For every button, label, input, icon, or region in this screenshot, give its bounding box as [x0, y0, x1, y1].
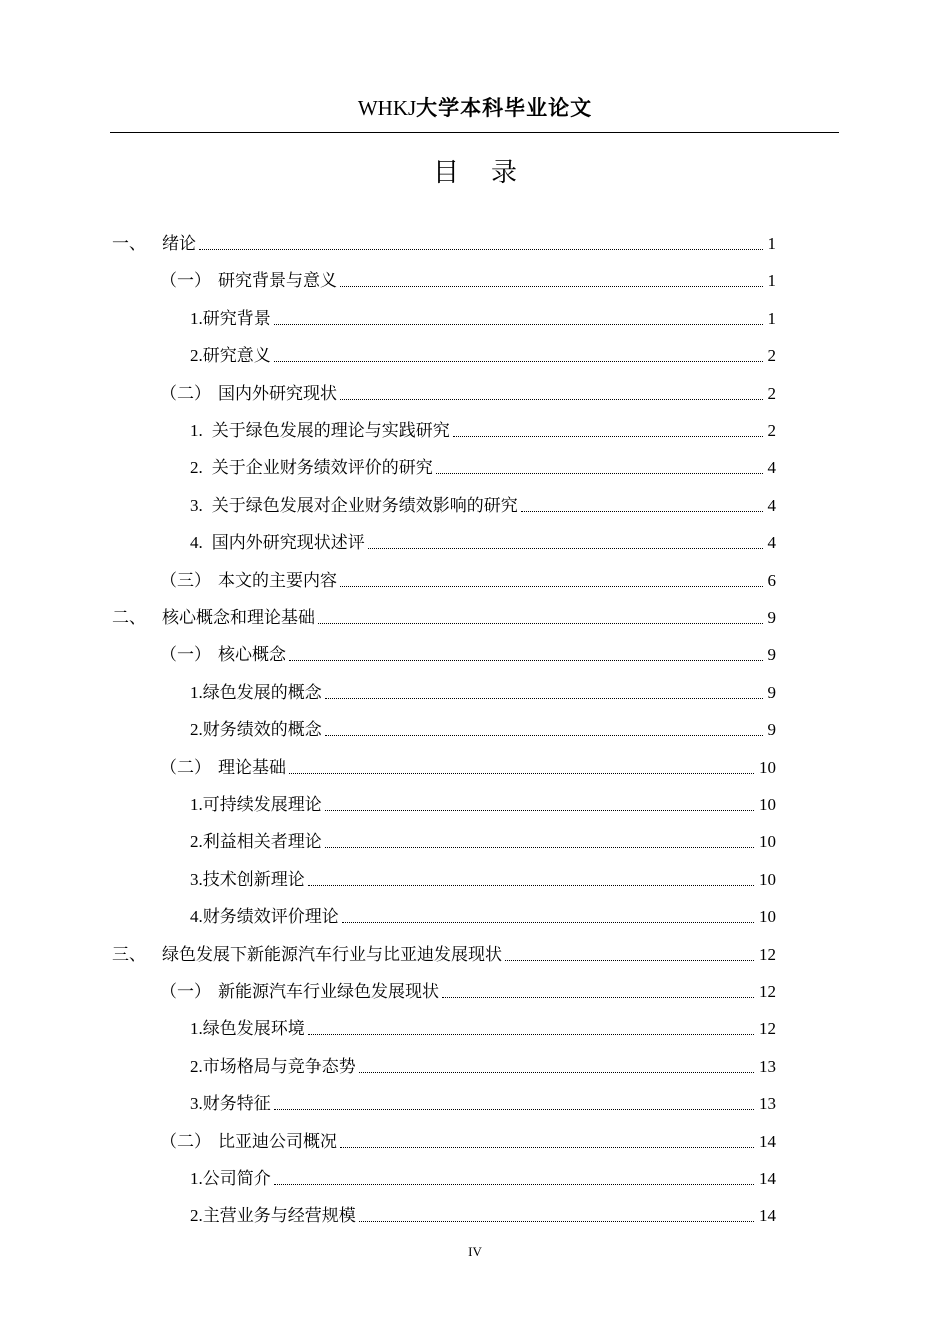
toc-entry-number: 1.: [190, 1169, 203, 1188]
toc-entry-number: （一）: [160, 645, 211, 665]
toc-entry-number: 4.: [190, 533, 203, 552]
toc-entry[interactable]: [190, 867, 776, 893]
toc-entry-title: 绪论: [162, 234, 196, 254]
toc-entry[interactable]: [190, 455, 776, 481]
toc-entry[interactable]: [190, 1016, 776, 1042]
toc-entry[interactable]: [190, 1054, 776, 1080]
toc-entry[interactable]: [160, 642, 776, 668]
toc-entry-title: 公司简介: [202, 1169, 271, 1189]
toc-entry-title: 理论基础: [218, 758, 286, 778]
header-rule: [110, 132, 839, 133]
toc-entry-page: 10: [759, 907, 776, 926]
toc-dot-leader: [325, 735, 763, 736]
toc-entry-title: 国内外研究现状述评: [211, 533, 365, 553]
toc-entry[interactable]: [160, 755, 776, 781]
toc-entry-title: 绿色发展环境: [202, 1019, 305, 1039]
toc-entry[interactable]: [190, 792, 776, 818]
toc-entry[interactable]: [190, 418, 776, 444]
toc-entry[interactable]: [160, 381, 776, 407]
toc-entry-page: 2: [767, 384, 776, 403]
toc-entry-number: （二）: [160, 384, 211, 404]
toc-entry-page: 14: [759, 1169, 776, 1188]
toc-entry-number: 4.: [190, 907, 203, 926]
toc-entry-title: 可持续发展理论: [202, 795, 322, 815]
toc-entry-number: 1.: [190, 421, 203, 440]
toc-entry-number: 2.: [190, 458, 203, 477]
toc-entry[interactable]: [160, 979, 776, 1005]
toc-dot-leader: [453, 436, 763, 437]
toc-entry-page: 1: [767, 309, 776, 328]
toc-entry-number: 2.: [190, 346, 203, 365]
toc-entry-title: 核心概念: [218, 645, 286, 665]
toc-entry-page: 4: [767, 533, 776, 552]
toc-entry-number: 3.: [190, 870, 203, 889]
toc-entry-title: 研究背景与意义: [218, 271, 337, 291]
toc-entry[interactable]: [190, 343, 776, 369]
toc-entry-page: 4: [767, 496, 776, 515]
toc-dot-leader: [521, 511, 763, 512]
toc-entry[interactable]: [190, 1166, 776, 1192]
toc-dot-leader: [325, 847, 754, 848]
toc-entry-title: 市场格局与竞争态势: [202, 1057, 356, 1077]
toc-entry-number: 3.: [190, 1094, 203, 1113]
toc-entry-number: （三）: [160, 571, 211, 591]
toc-entry-title: 财务绩效的概念: [202, 720, 322, 740]
toc-entry-page: 10: [759, 870, 776, 889]
toc-entry-title: 研究背景: [202, 309, 271, 329]
toc-entry-page: 9: [767, 720, 776, 739]
toc-entry-title: 技术创新理论: [202, 870, 305, 890]
page-number: IV: [468, 1244, 482, 1259]
toc-dot-leader: [359, 1072, 754, 1073]
toc-entry-title: 财务绩效评价理论: [202, 907, 339, 927]
toc-dot-leader: [359, 1221, 754, 1222]
toc-entry[interactable]: [190, 306, 776, 332]
toc-entry-title: 研究意义: [202, 346, 271, 366]
toc-dot-leader: [368, 548, 763, 549]
toc-entry-page: 10: [759, 758, 776, 777]
toc-dot-leader: [340, 1147, 754, 1148]
toc-dot-leader: [325, 698, 763, 699]
toc-entry-page: 1: [767, 234, 776, 253]
running-header: [0, 92, 950, 122]
page-title: 目录: [432, 158, 549, 188]
toc-entry-title: 绿色发展的概念: [202, 683, 322, 703]
toc-entry-title: 新能源汽车行业绿色发展现状: [218, 982, 439, 1002]
toc-entry-page: 13: [759, 1094, 776, 1113]
toc-dot-leader: [318, 623, 763, 624]
toc-entry-number: 1.: [190, 795, 203, 814]
header-latin: WHKJ: [357, 96, 417, 120]
toc-dot-leader: [274, 1109, 754, 1110]
toc-dot-leader: [199, 249, 763, 250]
toc-entry-number: 二、: [112, 608, 146, 628]
toc-entry-number: 1.: [190, 1019, 203, 1038]
toc-entry[interactable]: [160, 1129, 776, 1155]
toc-dot-leader: [308, 885, 754, 886]
toc-entry[interactable]: [190, 717, 776, 743]
toc-entry[interactable]: [160, 568, 776, 594]
toc-entry[interactable]: [160, 268, 776, 294]
toc-entry-page: 10: [759, 795, 776, 814]
toc-entry-title: 关于绿色发展对企业财务绩效影响的研究: [211, 496, 518, 516]
toc-entry-page: 6: [767, 571, 776, 590]
toc-entry[interactable]: [190, 680, 776, 706]
toc-dot-leader: [442, 997, 754, 998]
toc-entry-title: 主营业务与经营规模: [202, 1206, 356, 1226]
toc-entry-page: 13: [759, 1057, 776, 1076]
toc-entry-title: 本文的主要内容: [218, 571, 337, 591]
toc-entry-number: 1.: [190, 683, 203, 702]
toc-entry-number: 三、: [112, 945, 146, 965]
toc-entry[interactable]: [112, 231, 776, 257]
toc-entry-page: 14: [759, 1132, 776, 1151]
toc-entry-number: 1.: [190, 309, 203, 328]
toc-entry-number: 一、: [112, 234, 146, 254]
toc-entry-number: （二）: [160, 1132, 211, 1152]
toc-dot-leader: [436, 473, 763, 474]
toc-entry-page: 2: [767, 346, 776, 365]
toc-entry[interactable]: [190, 1091, 776, 1117]
toc-dot-leader: [274, 1184, 754, 1185]
toc-entry-page: 12: [759, 982, 776, 1001]
toc-entry-number: 2.: [190, 1206, 203, 1225]
toc-entry-number: （一）: [160, 271, 211, 291]
toc-entry-number: 2.: [190, 832, 203, 851]
toc-entry-page: 10: [759, 832, 776, 851]
toc-entry[interactable]: [190, 829, 776, 855]
toc-entry[interactable]: [190, 530, 776, 556]
toc-entry-number: （一）: [160, 982, 211, 1002]
toc-dot-leader: [505, 960, 754, 961]
toc-entry[interactable]: [190, 904, 776, 930]
toc-entry-number: （二）: [160, 758, 211, 778]
toc-entry-title: 比亚迪公司概况: [218, 1132, 337, 1152]
toc-entry-number: 3.: [190, 496, 203, 515]
toc-dot-leader: [308, 1034, 754, 1035]
toc-entry-page: 2: [767, 421, 776, 440]
toc-dot-leader: [274, 324, 763, 325]
toc-dot-leader: [289, 773, 754, 774]
toc-dot-leader: [274, 361, 763, 362]
toc-entry-page: 9: [767, 645, 776, 664]
toc-entry[interactable]: [112, 605, 776, 631]
toc-entry-page: 9: [767, 608, 776, 627]
toc-dot-leader: [340, 586, 763, 587]
toc-dot-leader: [340, 286, 763, 287]
toc-entry-page: 12: [759, 945, 776, 964]
toc-entry-number: 2.: [190, 720, 203, 739]
toc-entry-page: 12: [759, 1019, 776, 1038]
toc-entry-title: 关于绿色发展的理论与实践研究: [211, 421, 450, 441]
toc-entry-title: 绿色发展下新能源汽车行业与比亚迪发展现状: [162, 945, 502, 965]
toc-entry-title: 利益相关者理论: [202, 832, 322, 852]
toc-entry-title: 财务特征: [202, 1094, 271, 1114]
toc-entry-page: 4: [767, 458, 776, 477]
toc-dot-leader: [342, 922, 754, 923]
toc-dot-leader: [325, 810, 754, 811]
toc-entry-title: 核心概念和理论基础: [162, 608, 315, 628]
toc-dot-leader: [289, 660, 763, 661]
toc-entry-title: 关于企业财务绩效评价的研究: [211, 458, 433, 478]
toc-dot-leader: [340, 399, 763, 400]
toc-entry-title: 国内外研究现状: [218, 384, 337, 404]
toc-entry-page: 9: [767, 683, 776, 702]
toc-entry-page: 1: [767, 271, 776, 290]
header-text: 大学本科毕业论文: [416, 96, 593, 120]
toc-entry[interactable]: [190, 1203, 776, 1229]
toc-entry[interactable]: [190, 493, 776, 519]
toc-entry-page: 14: [759, 1206, 776, 1225]
toc-entry[interactable]: [112, 942, 776, 968]
toc-entry-number: 2.: [190, 1057, 203, 1076]
